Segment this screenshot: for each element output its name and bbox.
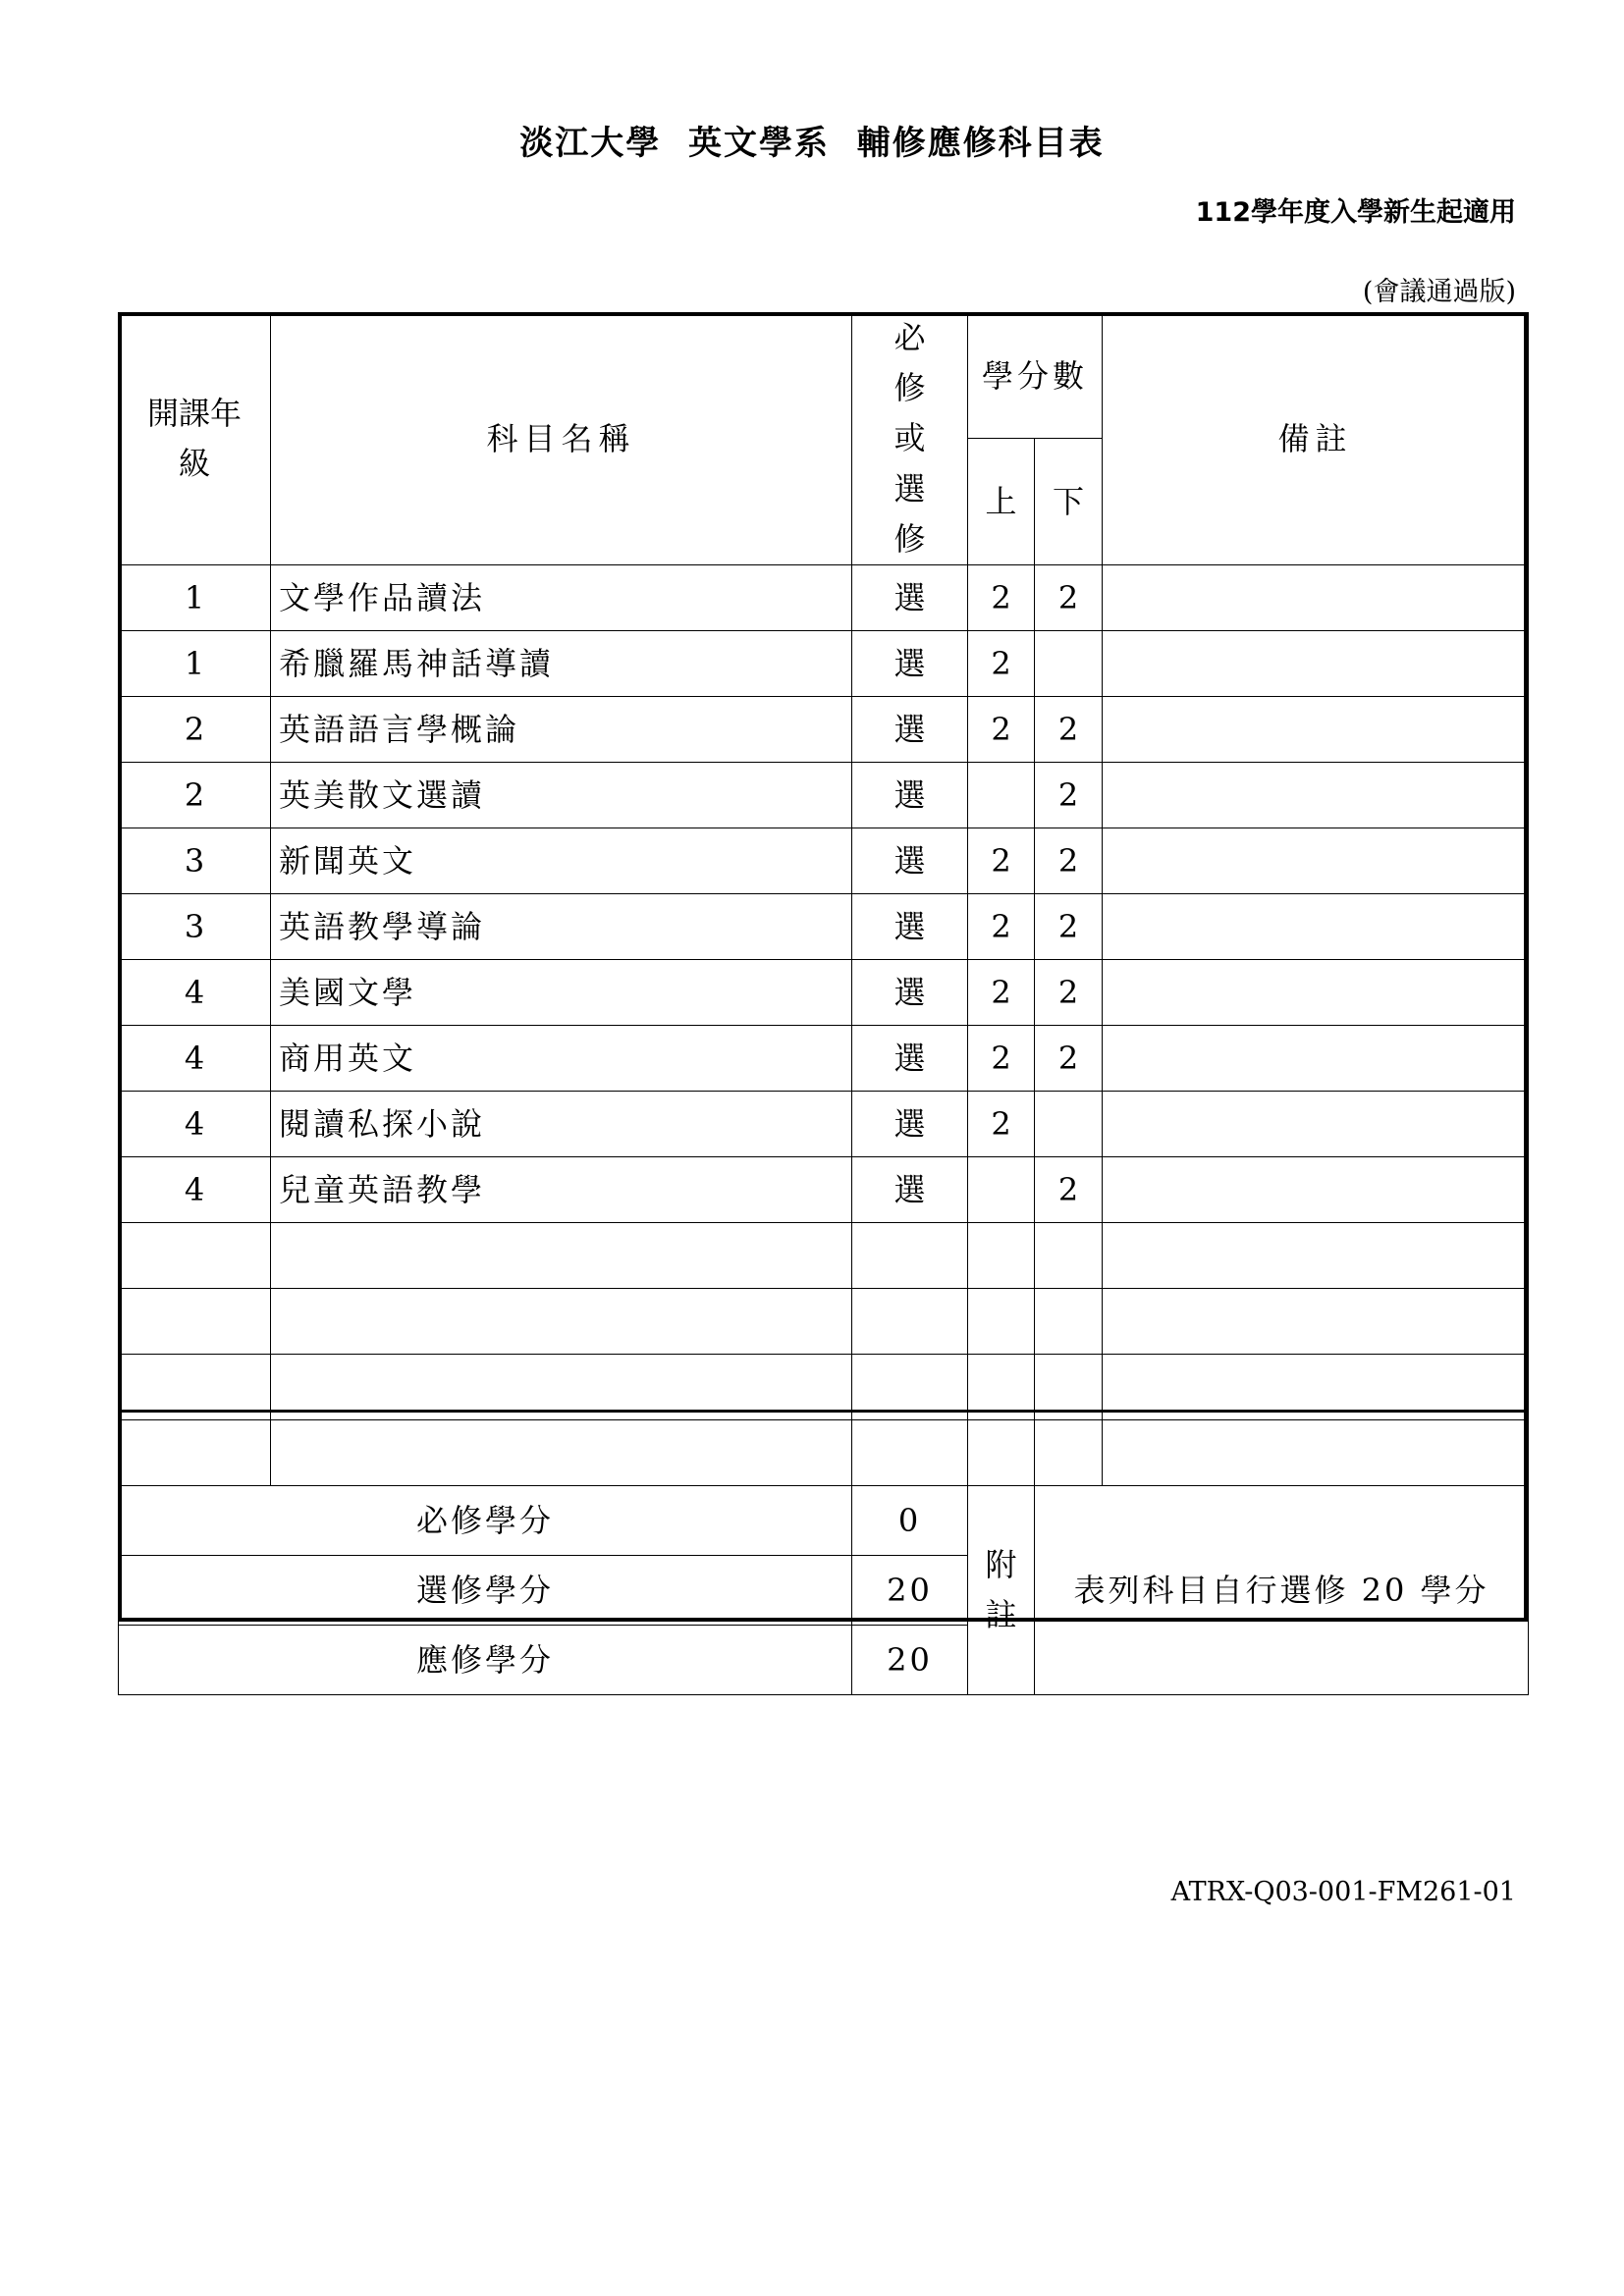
grade-cell: 4 (119, 1091, 271, 1156)
page-title: 淡江大學 英文學系 輔修應修科目表 (519, 124, 1105, 163)
course-type-cell (852, 1222, 968, 1288)
document-code: ATRX-Q03-001-FM261-01 (1170, 1877, 1516, 1907)
remark-cell (1103, 828, 1529, 893)
table-row (119, 959, 1529, 1025)
course-type-cell (852, 1288, 968, 1354)
total-credits-value: 20 (852, 1625, 968, 1694)
remark-cell (1103, 1025, 1529, 1091)
header-first-semester: 上 (968, 439, 1035, 564)
first-semester-credit-cell: 2 (968, 564, 1035, 630)
first-semester-credit-cell: 2 (968, 828, 1035, 893)
table-row (119, 1156, 1529, 1222)
second-semester-credit-cell (1035, 630, 1103, 696)
remark-cell (1103, 1156, 1529, 1222)
header-grade: 開課年級 (119, 313, 271, 565)
header-subject: 科目名稱 (271, 313, 852, 565)
header-second-semester: 下 (1035, 439, 1103, 564)
remark-cell (1103, 959, 1529, 1025)
remark-cell (1103, 893, 1529, 959)
header-required: 必修或選修 (852, 313, 968, 565)
grade-cell: 4 (119, 1156, 271, 1222)
subject-name-cell: 英語教學導論 (271, 893, 852, 959)
second-semester-credit-cell: 2 (1035, 696, 1103, 762)
course-table (118, 312, 1529, 1695)
grade-cell: 4 (119, 959, 271, 1025)
table-row (119, 762, 1529, 828)
second-semester-credit-cell (1035, 1222, 1103, 1288)
subject-name-cell (271, 1222, 852, 1288)
table-row (119, 696, 1529, 762)
grade-cell: 2 (119, 696, 271, 762)
remark-cell (1103, 1091, 1529, 1156)
grade-cell: 1 (119, 564, 271, 630)
course-type-cell: 選 (852, 1091, 968, 1156)
table-row (119, 1025, 1529, 1091)
summary-separator (118, 1410, 1528, 1413)
grade-cell: 3 (119, 893, 271, 959)
first-semester-credit-cell (968, 762, 1035, 828)
table-row (119, 1419, 1529, 1485)
course-type-cell: 選 (852, 828, 968, 893)
note-text: 表列科目自行選修 20 學分 (1035, 1485, 1529, 1694)
course-type-cell: 選 (852, 696, 968, 762)
course-type-cell: 選 (852, 893, 968, 959)
required-credits-label: 必修學分 (119, 1485, 852, 1555)
grade-cell: 2 (119, 762, 271, 828)
course-type-cell: 選 (852, 1156, 968, 1222)
applicability-note: 112學年度入學新生起適用 (1195, 197, 1516, 228)
second-semester-credit-cell (1035, 1091, 1103, 1156)
first-semester-credit-cell: 2 (968, 1025, 1035, 1091)
table-row (119, 828, 1529, 893)
subject-name-cell: 新聞英文 (271, 828, 852, 893)
required-credits-value: 0 (852, 1485, 968, 1555)
grade-cell (119, 1419, 271, 1485)
first-semester-credit-cell (968, 1222, 1035, 1288)
first-semester-credit-cell (968, 1419, 1035, 1485)
second-semester-credit-cell: 2 (1035, 564, 1103, 630)
total-credits-label: 應修學分 (119, 1625, 852, 1694)
table-row (119, 893, 1529, 959)
second-semester-credit-cell (1035, 1288, 1103, 1354)
subject-name-cell: 希臘羅馬神話導讀 (271, 630, 852, 696)
second-semester-credit-cell: 2 (1035, 828, 1103, 893)
required-credits-row (119, 1485, 1529, 1555)
second-semester-credit-cell: 2 (1035, 1156, 1103, 1222)
first-semester-credit-cell: 2 (968, 959, 1035, 1025)
first-semester-credit-cell: 2 (968, 893, 1035, 959)
remark-cell (1103, 762, 1529, 828)
course-type-cell (852, 1419, 968, 1485)
subject-name-cell: 美國文學 (271, 959, 852, 1025)
first-semester-credit-cell (968, 1156, 1035, 1222)
subject-name-cell (271, 1419, 852, 1485)
second-semester-credit-cell: 2 (1035, 1025, 1103, 1091)
table-row (119, 630, 1529, 696)
second-semester-credit-cell: 2 (1035, 893, 1103, 959)
second-semester-credit-cell (1035, 1419, 1103, 1485)
table-row (119, 564, 1529, 630)
remark-cell (1103, 630, 1529, 696)
subject-name-cell: 英美散文選讀 (271, 762, 852, 828)
remark-cell (1103, 1419, 1529, 1485)
header-credits: 學分數 (968, 313, 1103, 439)
table-row (119, 1288, 1529, 1354)
elective-credits-label: 選修學分 (119, 1555, 852, 1625)
remark-cell (1103, 1222, 1529, 1288)
version-note: (會議通過版) (1362, 277, 1516, 307)
subject-name-cell: 文學作品讀法 (271, 564, 852, 630)
grade-cell: 3 (119, 828, 271, 893)
subject-name-cell: 英語語言學概論 (271, 696, 852, 762)
subject-name-cell (271, 1288, 852, 1354)
grade-cell: 4 (119, 1025, 271, 1091)
second-semester-credit-cell: 2 (1035, 959, 1103, 1025)
first-semester-credit-cell: 2 (968, 1091, 1035, 1156)
subject-name-cell: 閱讀私探小說 (271, 1091, 852, 1156)
remark-cell (1103, 1288, 1529, 1354)
first-semester-credit-cell: 2 (968, 696, 1035, 762)
remark-cell (1103, 696, 1529, 762)
grade-cell (119, 1288, 271, 1354)
header-remarks: 備註 (1103, 313, 1529, 565)
grade-cell: 1 (119, 630, 271, 696)
elective-credits-value: 20 (852, 1555, 968, 1625)
course-type-cell: 選 (852, 564, 968, 630)
course-type-cell: 選 (852, 630, 968, 696)
first-semester-credit-cell: 2 (968, 630, 1035, 696)
grade-cell (119, 1222, 271, 1288)
course-type-cell: 選 (852, 1025, 968, 1091)
subject-name-cell: 商用英文 (271, 1025, 852, 1091)
first-semester-credit-cell (968, 1288, 1035, 1354)
subject-name-cell: 兒童英語教學 (271, 1156, 852, 1222)
second-semester-credit-cell: 2 (1035, 762, 1103, 828)
table-row (119, 1222, 1529, 1288)
remark-cell (1103, 564, 1529, 630)
course-type-cell: 選 (852, 959, 968, 1025)
table-row (119, 1091, 1529, 1156)
course-type-cell: 選 (852, 762, 968, 828)
note-label (968, 1485, 1035, 1694)
note-label-text: 附註 (985, 1545, 1020, 1633)
